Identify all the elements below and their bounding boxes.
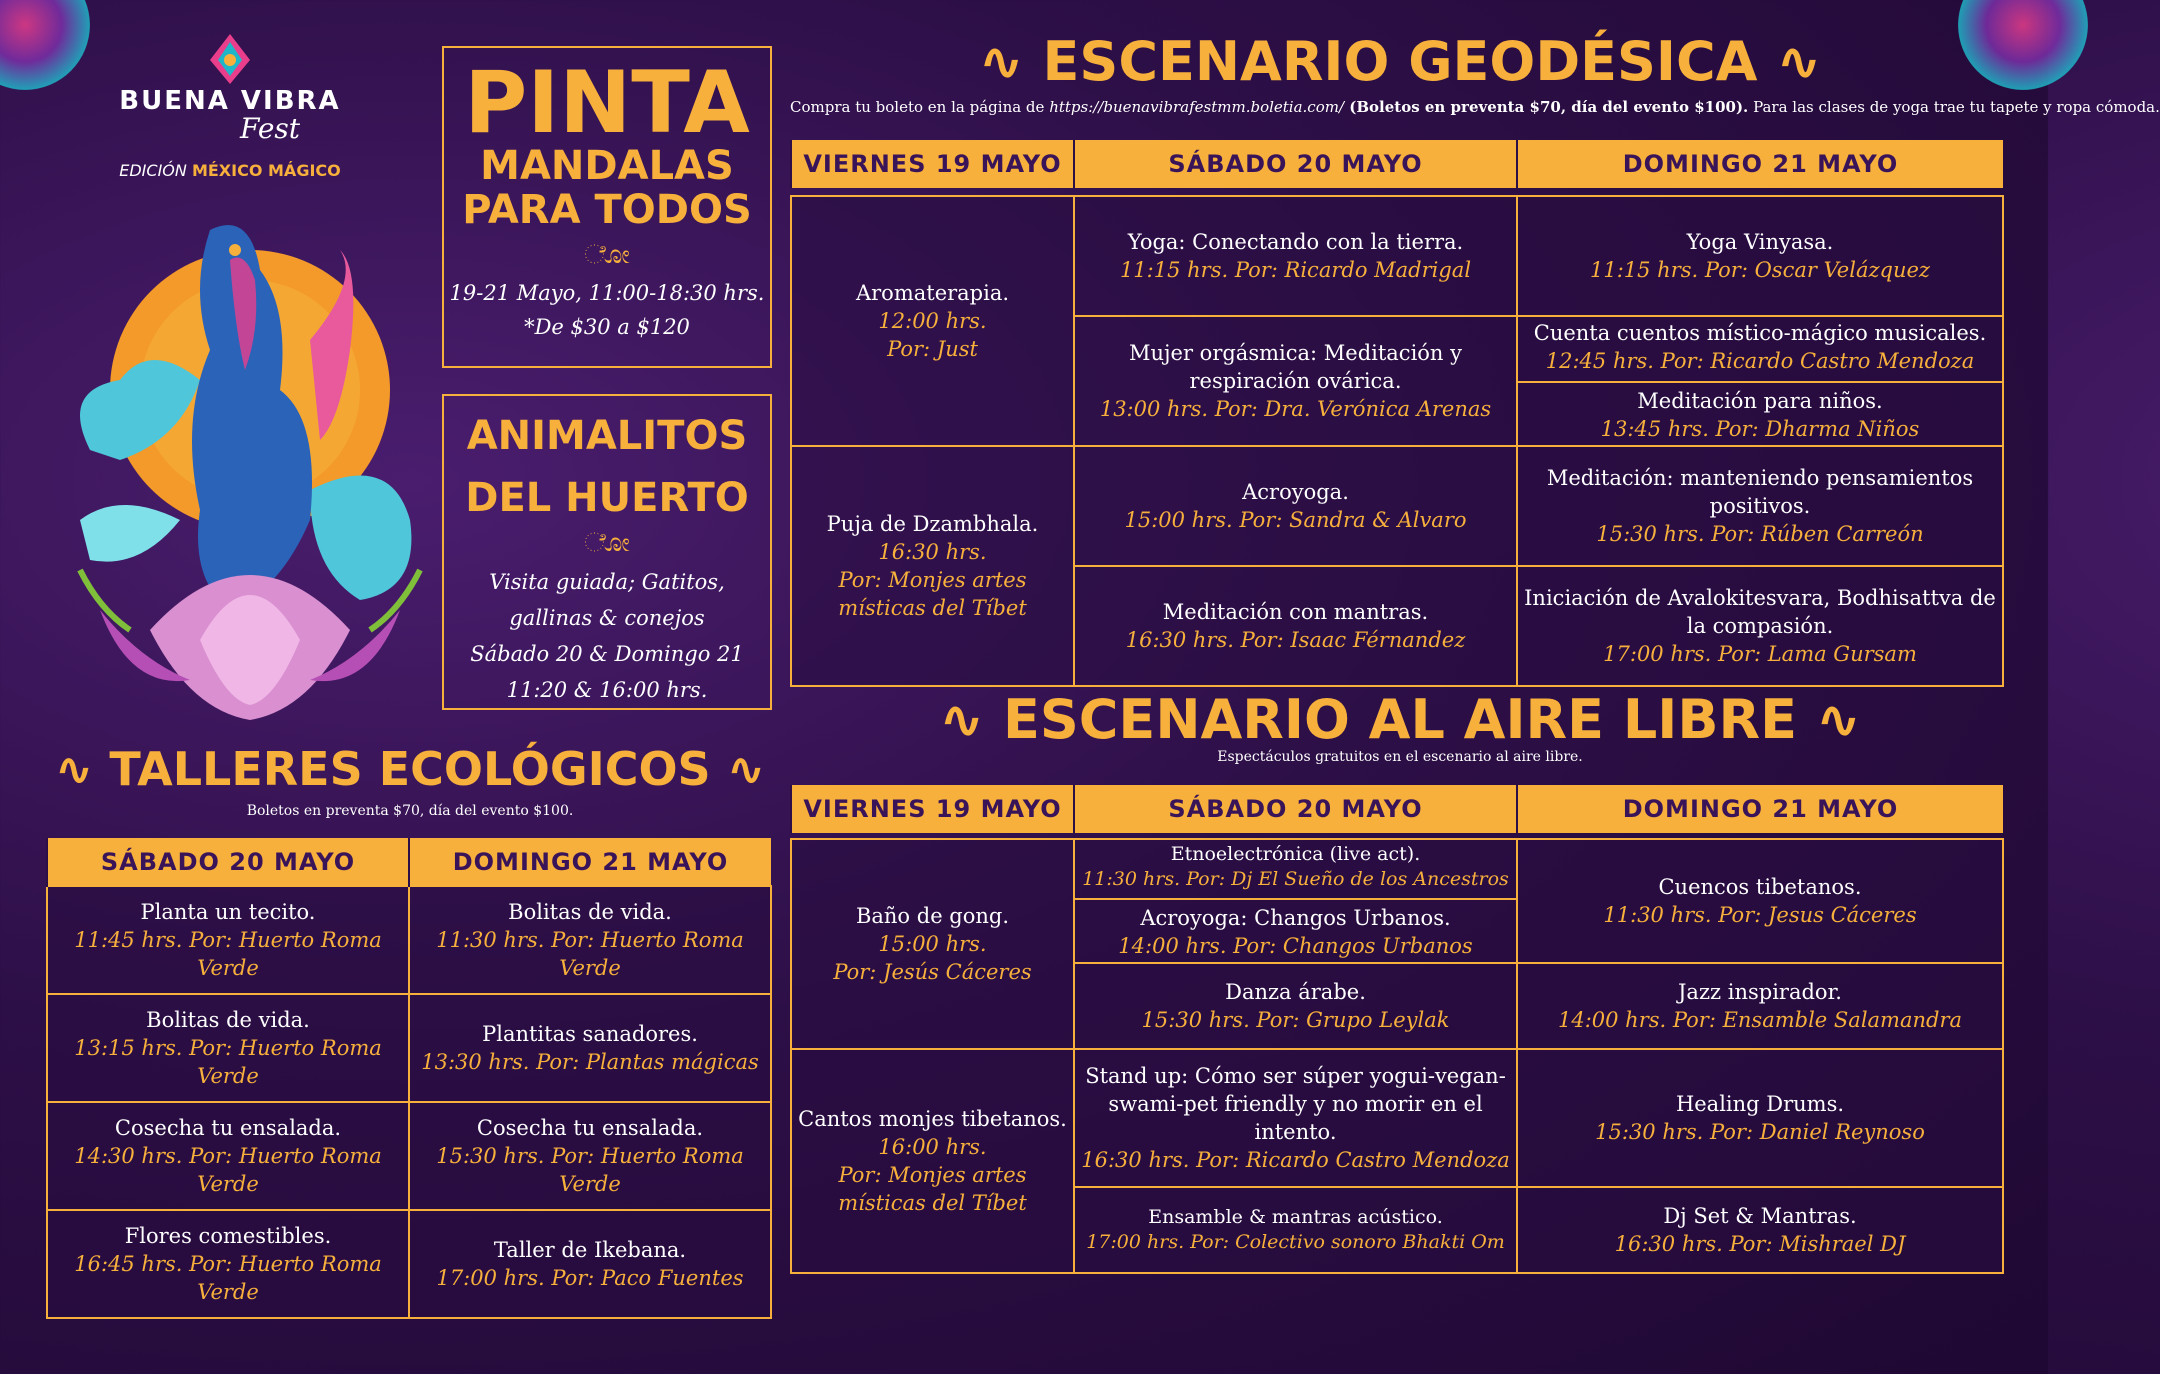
geodesica-cell: Puja de Dzambhala. 16:30 hrs. Por: Monjes artes místicas del Tíbet <box>791 446 1074 686</box>
geodesica-cell: Yoga Vinyasa. 11:15 hrs. Por: Oscar Velázquez <box>1517 196 2003 316</box>
aire-subtitle: Espectáculos gratuitos en el escenario al aire libre. <box>1217 749 1583 765</box>
animalitos-box <box>442 394 772 710</box>
swirl-ornament-icon: ∿ <box>1757 30 1822 93</box>
talleres-cell: Plantitas sanadores. 13:30 hrs. Por: Plantas mágicas <box>409 994 771 1102</box>
aire-cell: Healing Drums. 15:30 hrs. Por: Daniel Reynoso <box>1517 1049 2003 1187</box>
swirl-ornament-icon: ೋ <box>584 240 630 270</box>
pinta-subtitle-2: PARA TODOS <box>462 187 752 233</box>
talleres-cell: Bolitas de vida. 13:15 hrs. Por: Huerto Roma Verde <box>47 994 409 1102</box>
geodesica-header: VIERNES 19 MAYO <box>791 140 1074 188</box>
swirl-ornament-icon: ∿ <box>938 688 1004 751</box>
animalitos-line: 11:20 & 16:00 hrs. <box>506 678 708 702</box>
aire-cell: Etnoelectrónica (live act). 11:30 hrs. Por: Dj El Sueño de los Ancestros Acroyoga: Changos Urbanos. 14:00 hrs. Por: Changos Urbanos <box>1074 839 1517 963</box>
animalitos-line: Visita guiada; Gatitos, <box>489 570 725 594</box>
aire-cell: Stand up: Cómo ser súper yogui-vegan-swami-pet friendly y no morir en el intento. 16:30 hrs. Por: Ricardo Castro Mendoza <box>1074 1049 1517 1187</box>
logo-edition: EDICIÓN MÉXICO MÁGICO <box>119 161 341 180</box>
talleres-cell: Flores comestibles. 16:45 hrs. Por: Huerto Roma Verde <box>47 1210 409 1318</box>
swirl-ornament-icon: ∿ <box>978 30 1043 93</box>
aire-cell: Jazz inspirador. 14:00 hrs. Por: Ensamble Salamandra <box>1517 963 2003 1049</box>
pinta-subtitle-1: MANDALAS <box>480 143 734 189</box>
geodesica-table <box>790 140 2004 687</box>
ticket-link[interactable]: https://buenavibrafestmm.boletia.com/ <box>1049 98 1345 116</box>
animalitos-line: Sábado 20 & Domingo 21 <box>470 642 744 666</box>
geodesica-cell: Iniciación de Avalokitesvara, Bodhisattva de la compasión. 17:00 hrs. Por: Lama Gursam <box>1517 566 2003 686</box>
geodesica-cell: Meditación: manteniendo pensamientos positivos. 15:30 hrs. Por: Rúben Carreón <box>1517 446 2003 566</box>
talleres-cell: Cosecha tu ensalada. 15:30 hrs. Por: Huerto Roma Verde <box>409 1102 771 1210</box>
aire-cell: Cuencos tibetanos. 11:30 hrs. Por: Jesus Cáceres <box>1517 839 2003 963</box>
geodesica-header: SÁBADO 20 MAYO <box>1074 140 1517 188</box>
swirl-ornament-icon: ∿ <box>710 742 766 796</box>
aire-header: DOMINGO 21 MAYO <box>1517 785 2003 833</box>
aire-table <box>790 785 2004 1274</box>
aire-cell: Baño de gong. 15:00 hrs. Por: Jesús Cáceres <box>791 839 1074 1049</box>
swirl-ornament-icon: ∿ <box>1796 688 1862 751</box>
geodesica-note: Compra tu boleto en la página de https://buenavibrafestmm.boletia.com/ (Boletos en preventa $70, día del evento $100). Para las clases de yoga trae tu tapete y ropa cómoda. <box>790 98 2160 116</box>
pinta-title: PINTA <box>464 53 750 153</box>
pinta-price: *De $30 a $120 <box>524 315 690 339</box>
logo-brand: BUENA VIBRA <box>119 86 341 116</box>
talleres-header: DOMINGO 21 MAYO <box>409 838 771 886</box>
aire-cell: Ensamble & mantras acústico. 17:00 hrs. Por: Colectivo sonoro Bhakti Om <box>1074 1187 1517 1273</box>
aire-title: ∿ ESCENARIO AL AIRE LIBRE ∿ <box>938 688 1862 751</box>
aire-header: VIERNES 19 MAYO <box>791 785 1074 833</box>
geodesica-title: ∿ ESCENARIO GEODÉSICA ∿ <box>978 30 1822 93</box>
aire-header: SÁBADO 20 MAYO <box>1074 785 1517 833</box>
pinta-dates: 19-21 Mayo, 11:00-18:30 hrs. <box>449 281 765 305</box>
alebrije-illustration <box>60 190 440 730</box>
geodesica-header: DOMINGO 21 MAYO <box>1517 140 2003 188</box>
talleres-table <box>46 838 772 1319</box>
geodesica-cell: Meditación con mantras. 16:30 hrs. Por: Isaac Férnandez <box>1074 566 1517 686</box>
geodesica-cell: Aromaterapia. 12:00 hrs. Por: Just <box>791 196 1074 446</box>
pinta-mandalas-box <box>442 46 772 368</box>
talleres-header: SÁBADO 20 MAYO <box>47 838 409 886</box>
logo-fest: Fest <box>239 112 301 145</box>
lotus-crest-icon <box>202 30 258 86</box>
swirl-ornament-icon: ೋ <box>584 528 630 558</box>
swirl-ornament-icon: ∿ <box>54 742 110 796</box>
aire-cell: Dj Set & Mantras. 16:30 hrs. Por: Mishrael DJ <box>1517 1187 2003 1273</box>
geodesica-cell: Cuenta cuentos místico-mágico musicales. 12:45 hrs. Por: Ricardo Castro Mendoza Meditación para niños. 13:45 hrs. Por: Dharma Niños <box>1517 316 2003 446</box>
talleres-cell: Taller de Ikebana. 17:00 hrs. Por: Paco Fuentes <box>409 1210 771 1318</box>
animalitos-title-2: DEL HUERTO <box>465 475 749 521</box>
geodesica-cell: Mujer orgásmica: Meditación y respiración ovárica. 13:00 hrs. Por: Dra. Verónica Arenas <box>1074 316 1517 446</box>
talleres-cell: Bolitas de vida. 11:30 hrs. Por: Huerto Roma Verde <box>409 886 771 994</box>
geodesica-cell: Yoga: Conectando con la tierra. 11:15 hrs. Por: Ricardo Madrigal <box>1074 196 1517 316</box>
geodesica-cell: Acroyoga. 15:00 hrs. Por: Sandra & Alvaro <box>1074 446 1517 566</box>
animalitos-title-1: ANIMALITOS <box>466 413 748 459</box>
corner-decoration-left <box>0 0 90 90</box>
animalitos-line: gallinas & conejos <box>509 606 705 630</box>
aire-cell: Danza árabe. 15:30 hrs. Por: Grupo Leylak <box>1074 963 1517 1049</box>
talleres-subtitle: Boletos en preventa $70, día del evento $100. <box>246 803 574 819</box>
festival-logo <box>100 30 360 190</box>
talleres-cell: Cosecha tu ensalada. 14:30 hrs. Por: Huerto Roma Verde <box>47 1102 409 1210</box>
aire-cell: Cantos monjes tibetanos. 16:00 hrs. Por: Monjes artes místicas del Tíbet <box>791 1049 1074 1273</box>
talleres-title: ∿ TALLERES ECOLÓGICOS ∿ <box>54 742 766 796</box>
talleres-cell: Planta un tecito. 11:45 hrs. Por: Huerto Roma Verde <box>47 886 409 994</box>
